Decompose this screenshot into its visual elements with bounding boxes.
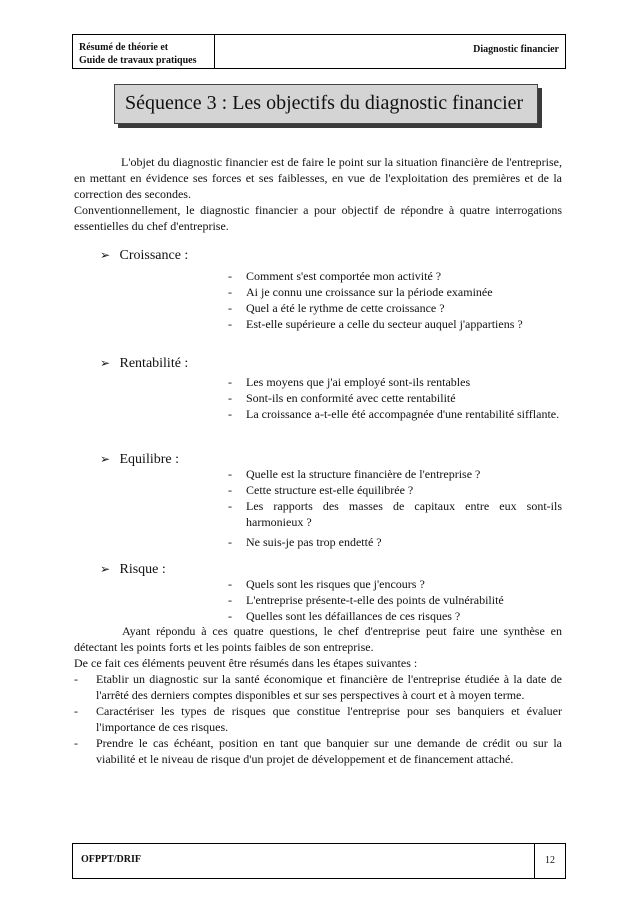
list-item: - Les rapports des masses de capitaux entre eux sont-ils harmonieux ? [228,498,562,530]
section-risque [100,562,166,578]
section-croissance [100,248,188,264]
list-item: - La croissance a-t-elle été accompagnée d'une rentabilité sifflante. [228,406,562,422]
header-right-title: Diagnostic financier [473,44,559,55]
list-item: - Est-elle supérieure a celle du secteur auquel j'appartiens ? [228,316,562,332]
list-item: - Quels sont les risques que j'encours ? [228,576,562,592]
section-label: Equilibre : [119,452,179,467]
arrow-bullet-icon: ➢ [100,562,111,576]
list-item: - Etablir un diagnostic sur la santé économique et financière de l'entreprise étudiée à la date de l'arrêté des derniers comptes disponibles et sur ses perspectives à court et à moyen terme. [74,671,562,703]
conclusion-paragraph-2: De ce fait ces éléments peuvent être résumés dans les étapes suivantes : [74,656,418,670]
list-item: - Sont-ils en conformité avec cette rentabilité [228,390,562,406]
page-number: 12 [534,844,565,878]
arrow-bullet-icon: ➢ [100,356,111,370]
section-label: Croissance : [119,248,189,263]
section-equilibre [100,452,179,468]
section-label: Rentabilité : [119,356,189,371]
risque-questions [228,576,562,624]
list-item: - Quelles sont les défaillances de ces risques ? [228,608,562,624]
page-header [72,34,566,69]
croissance-questions [228,268,562,332]
arrow-bullet-icon: ➢ [100,452,111,466]
header-left-cell [73,35,215,68]
section-rentabilite [100,356,188,372]
arrow-bullet-icon: ➢ [100,248,111,262]
list-item: - Prendre le cas échéant, position en tant que banquier sur une demande de crédit ou sur la viabilité et le niveau de risque d'un projet de développement et de financement attaché. [74,735,562,767]
list-item: - Les moyens que j'ai employé sont-ils rentables [228,374,562,390]
header-left-line2: Guide de travaux pratiques [79,55,197,66]
list-item: - Quelle est la structure financière de l'entreprise ? [228,466,562,482]
list-item: - Ai je connu une croissance sur la période examinée [228,284,562,300]
list-item: - Caractériser les types de risques que constitue l'entreprise pour ses banquiers et évaluer l'importance de ces risques. [74,703,562,735]
intro-text [74,154,562,234]
list-item: - Cette structure est-elle équilibrée ? [228,482,562,498]
section-label: Risque : [119,562,166,577]
sequence-title: Séquence 3 : Les objectifs du diagnostic financier [114,84,538,124]
intro-paragraph-1: L'objet du diagnostic financier est de faire le point sur la situation financière de l'entreprise, en mettant en évidence ses forces et ses faiblesses, en vue de l'exploitation des premières et de la correction des secondes. [74,155,562,201]
conclusion-paragraph-1: Ayant répondu à ces quatre questions, le chef d'entreprise peut faire une synthèse en détectant les points forts et les points faibles de son entreprise. [74,624,562,654]
steps-list [74,671,562,767]
list-item: - L'entreprise présente-t-elle des points de vulnérabilité [228,592,562,608]
intro-paragraph-2: Conventionnellement, le diagnostic financier a pour objectif de répondre à quatre interrogations essentielles du chef d'entreprise. [74,203,562,233]
equilibre-questions [228,466,562,550]
page-footer [72,843,566,879]
footer-org: OFPPT/DRIF [81,854,141,865]
list-item: - Ne suis-je pas trop endetté ? [228,534,562,550]
list-item: - Quel a été le rythme de cette croissance ? [228,300,562,316]
rentabilite-questions [228,374,562,422]
header-left-line1: Résumé de théorie et [79,42,169,53]
conclusion-text [74,623,562,767]
list-item: - Comment s'est comportée mon activité ? [228,268,562,284]
